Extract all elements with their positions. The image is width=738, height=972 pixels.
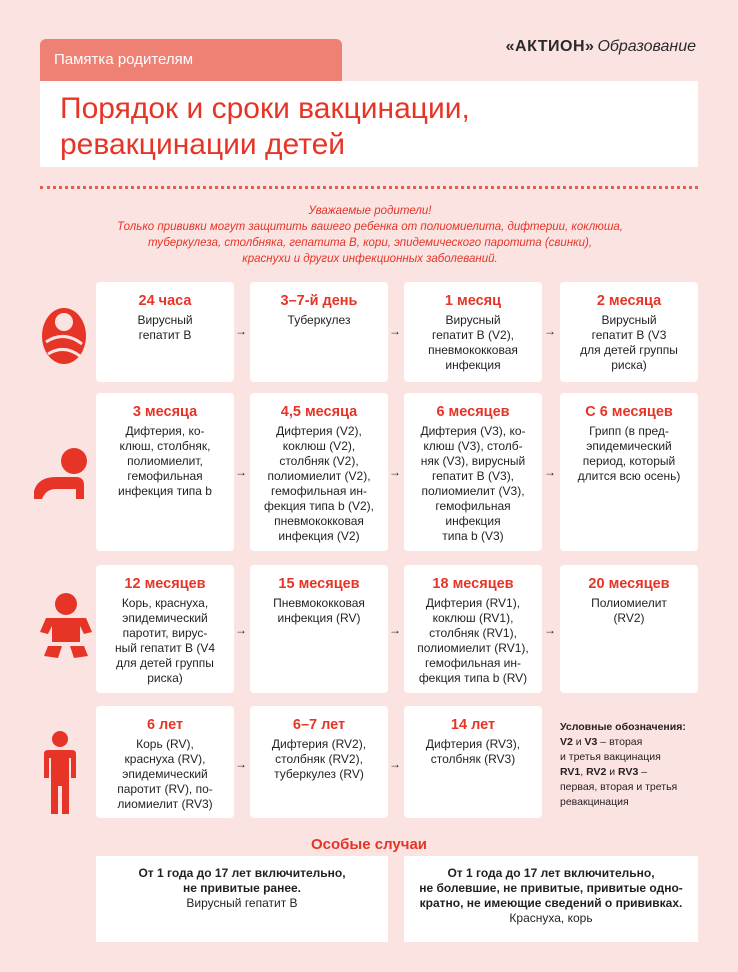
legend-text: ревакцинация [560,796,629,808]
schedule-card-2m [560,282,698,382]
toddler-icon [38,592,94,662]
arrow-right-icon: → [389,324,401,338]
card-heading: 4,5 месяца [280,404,358,420]
card-heading: 24 часа [138,293,192,309]
dotted-divider [40,186,698,189]
arrow-right-icon: → [544,465,556,479]
arrow-right-icon: → [235,465,247,479]
card-text: Дифтерия (RV1), коклюш (RV1), столбняк (RV1), полиомиелит (RV1), гемофильная ин- фекция типа b (RV) [417,596,529,685]
card-heading: 6 лет [146,717,184,733]
special-case-condition: не привитые ранее. [182,881,302,895]
arrow-right-icon: → [235,757,247,771]
brand-sub: Образование [597,38,696,55]
legend-title: Условные обозначения: [560,721,686,733]
special-cases-title: Особые случаи [310,836,428,853]
card-heading: 6–7 лет [292,717,346,733]
intro-line: Только прививки могут защитить вашего ребенка от полиомиелита, дифтерии, коклюша, [117,221,623,233]
card-text: Дифтерия (V2), коклюш (V2), столбняк (V2), полиомиелит (V2), гемофильная ин- фекция типа b (V2), пневмококковая инфекция (V2) [264,424,374,543]
card-text: Дифтерия, ко- клюш, столбняк, полиомиелит, гемофильная инфекция типа b [118,424,212,498]
schedule-card-12m [96,565,234,693]
special-case-condition: не болевшие, не привитые, привитые одно- [419,881,683,895]
arrow-right-icon: → [235,623,247,637]
header-tag: Памятка родителям [40,39,342,81]
schedule-card-6y [96,706,234,818]
schedule-card-4-5m [250,393,388,551]
card-text: Туберкулез [287,313,351,327]
card-text: Корь, краснуха, эпидемический паротит, вирус- ный гепатит В (V4 для детей группы риска) [114,596,216,685]
crawling-baby-icon [32,447,94,503]
swaddled-baby-icon [40,300,88,366]
schedule-card-6m [404,393,542,551]
card-text: Грипп (в пред- эпидемический период, который длится всю осень) [577,424,681,483]
special-case-condition: От 1 года до 17 лет включительно, [138,866,346,880]
card-text: Вирусный гепатит В (V3 для детей группы риска) [580,313,678,372]
arrow-right-icon: → [544,623,556,637]
title-line-2: ревакцинации детей [60,128,346,161]
card-text: Дифтерия (RV2), столбняк (RV2), туберкулез (RV) [271,737,367,781]
schedule-card-3m [96,393,234,551]
intro-line: краснухи и других инфекционных заболеваний. [242,253,498,265]
brand-main: «АКТИОН» [505,38,595,55]
card-heading: 3 месяца [132,404,198,420]
schedule-card-15m [250,565,388,693]
card-heading: С 6 месяцев [585,404,673,420]
child-icon [40,730,80,816]
legend-text: и третья вакцинация [560,751,661,763]
legend-text: – [638,766,648,778]
card-heading: 1 месяц [444,293,502,309]
card-heading: 6 месяцев [436,404,510,420]
card-heading: 3–7-й день [280,293,358,309]
special-case-left [96,856,388,942]
legend-text: и [572,736,585,748]
schedule-card-18m [404,565,542,693]
schedule-card-24h [96,282,234,382]
special-case-condition: кратно, не имеющие сведений о прививках. [419,896,683,910]
intro-line: туберкулеза, столбняка, гепатита В, кори, эпидемического паротита (свинки), [147,237,593,249]
arrow-right-icon: → [544,324,556,338]
intro-text [90,203,650,267]
legend-text: – вторая [597,736,643,748]
legend-text: первая, вторая и третья [560,781,678,793]
legend-rv1: RV1 [560,766,581,778]
special-case-condition: От 1 года до 17 лет включительно, [447,866,655,880]
schedule-card-6-7y [250,706,388,818]
card-text: Корь (RV), краснуха (RV), эпидемический паротит (RV), по- лиомиелит (RV3) [117,737,213,811]
brand-logo [506,38,696,56]
card-text: Дифтерия (V3), ко- клюш (V3), столб- няк (V3), вирусный гепатит В (V3), полиомиелит (V3), гемофильная инфекция типа b (V3) [420,424,526,543]
legend-rv2: RV2 [586,766,607,778]
card-heading: 12 месяцев [124,576,206,592]
card-text: Дифтерия (RV3), столбняк (RV3) [425,737,521,766]
card-text: Полиомиелит (RV2) [591,596,667,625]
schedule-card-1m [404,282,542,382]
card-heading: 20 месяцев [588,576,670,592]
special-case-vaccine: Вирусный гепатит В [186,896,298,910]
special-case-vaccine: Краснуха, корь [509,911,593,925]
card-heading: 2 месяца [596,293,662,309]
arrow-right-icon: → [235,324,247,338]
schedule-card-14y [404,706,542,818]
schedule-card-20m [560,565,698,693]
legend-text: и [606,766,619,778]
legend [560,720,710,810]
intro-line: Уважаемые родители! [308,205,432,217]
schedule-card-from-6m [560,393,698,551]
arrow-right-icon: → [389,623,401,637]
legend-text: , [580,766,587,778]
arrow-right-icon: → [389,757,401,771]
card-text: Вирусный гепатит В (V2), пневмококковая инфекция [428,313,518,372]
page-title [40,81,698,167]
special-case-right [404,856,698,942]
card-heading: 15 месяцев [278,576,360,592]
legend-v3: V3 [584,736,598,748]
card-text: Пневмококковая инфекция (RV) [273,596,365,625]
card-text: Вирусный гепатит В [137,313,193,342]
legend-rv3: RV3 [618,766,639,778]
card-heading: 14 лет [450,717,496,733]
schedule-card-3-7d [250,282,388,382]
card-heading: 18 месяцев [432,576,514,592]
title-line-1: Порядок и сроки вакцинации, [60,92,470,125]
arrow-right-icon: → [389,465,401,479]
legend-v2: V2 [560,736,573,748]
